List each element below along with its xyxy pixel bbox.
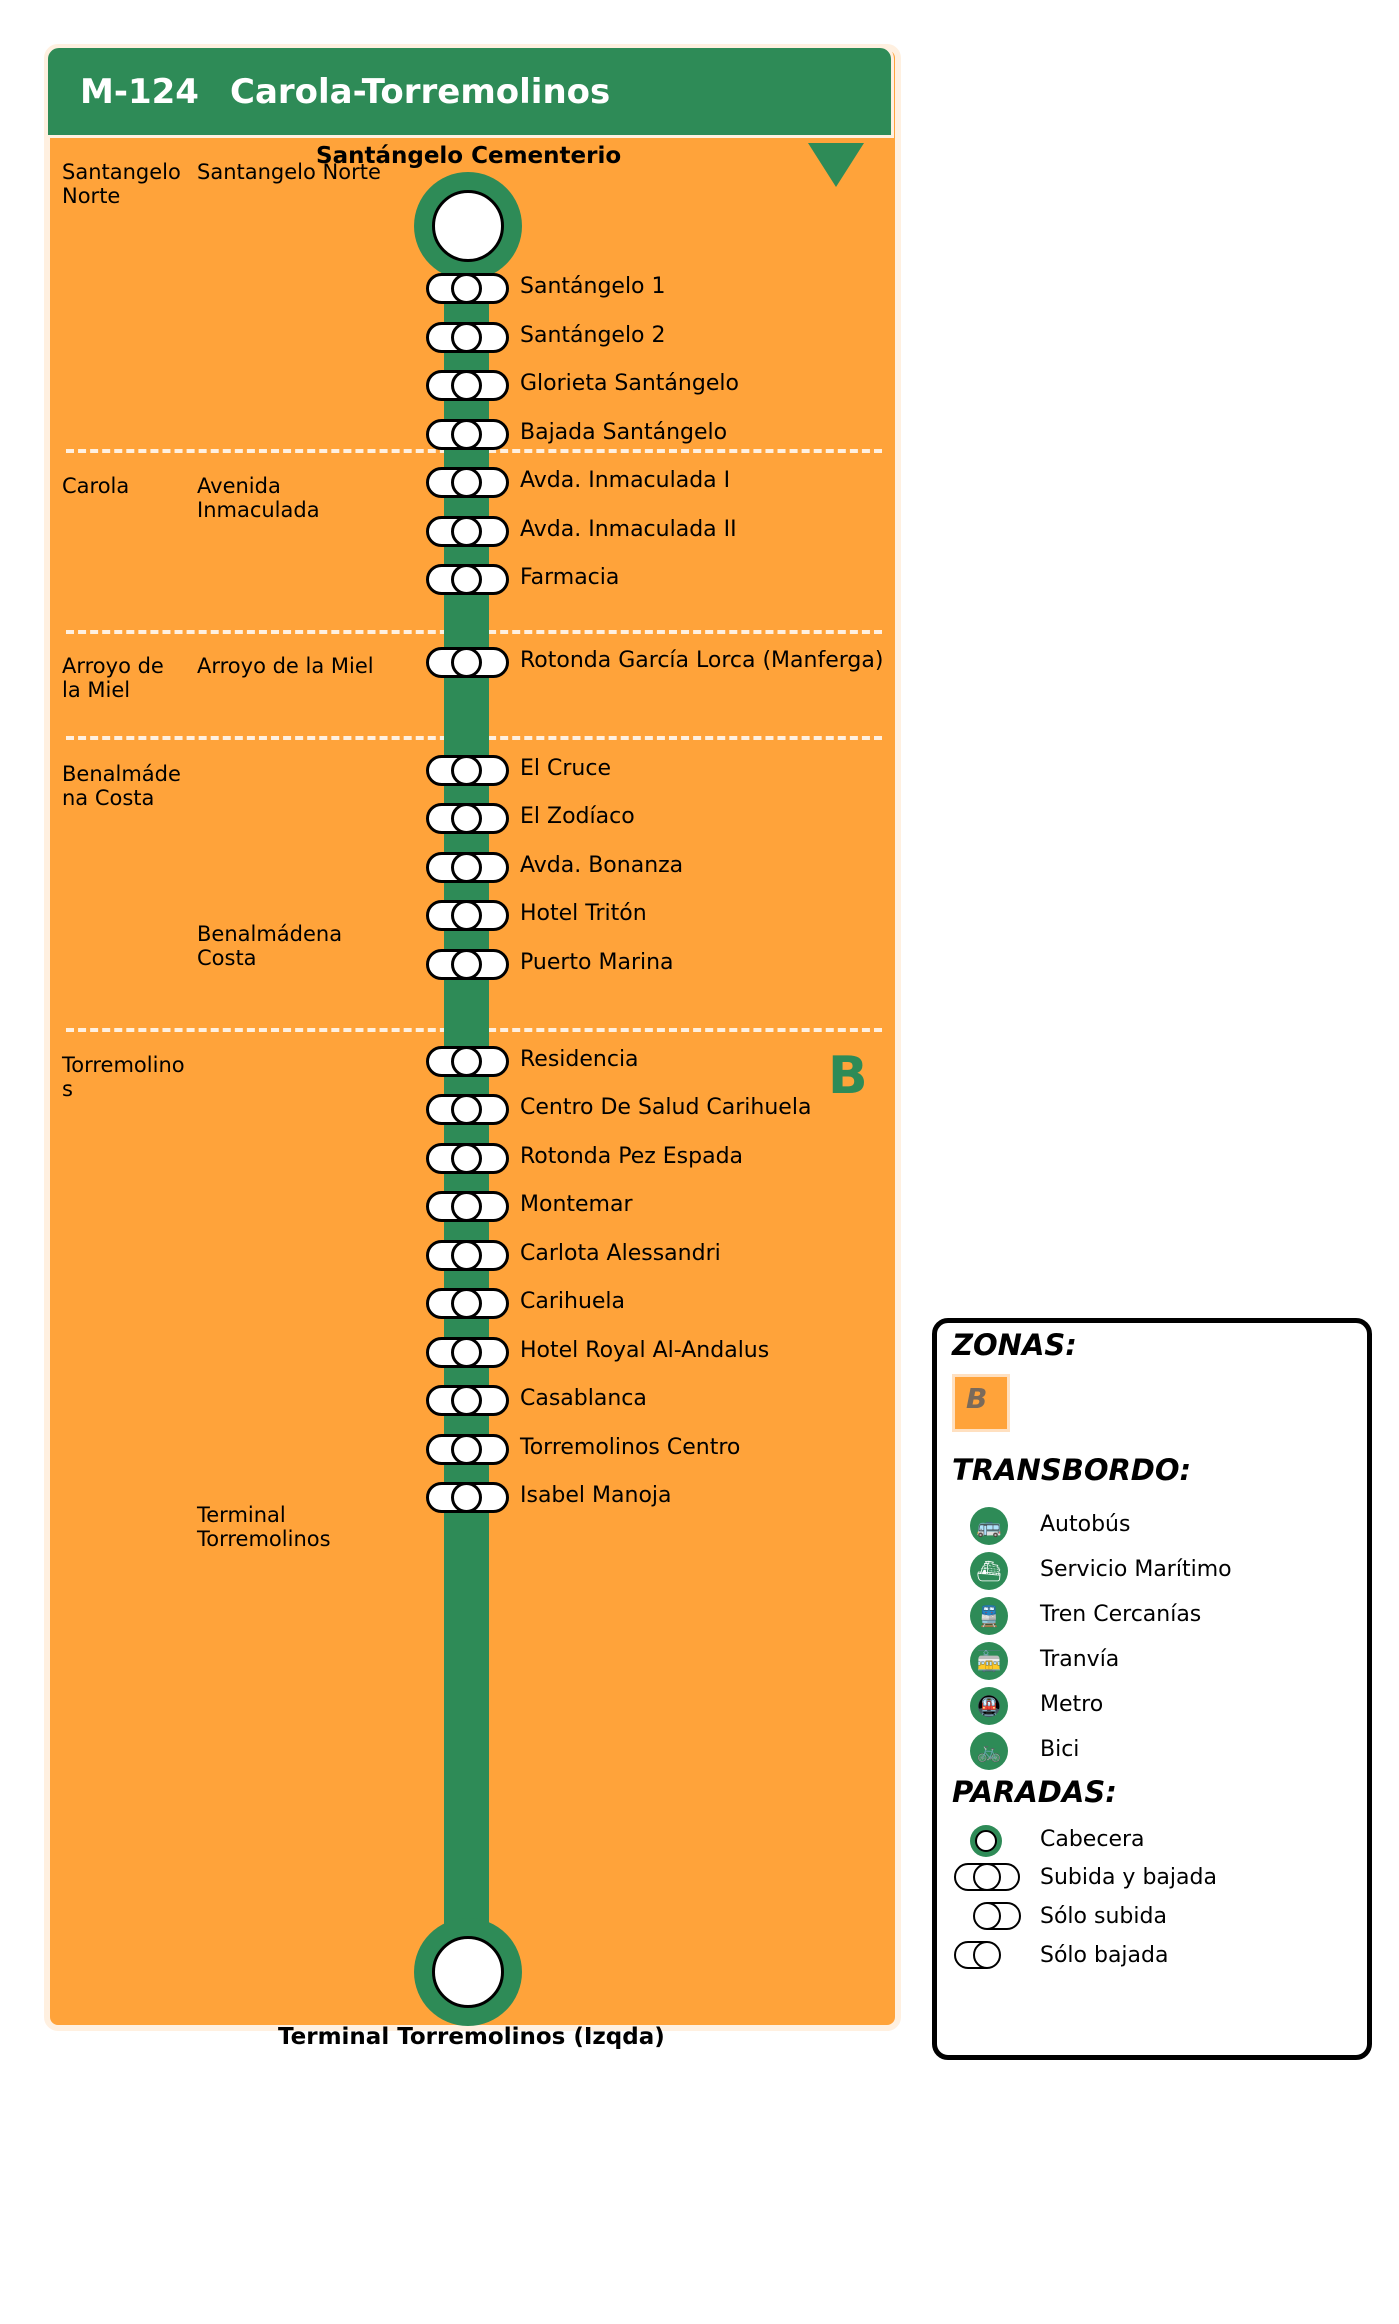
tram-icon: 🚋 <box>970 1642 1008 1680</box>
legend-both-stop-icon <box>953 1862 1025 1894</box>
legend-alighting-stop-icon <box>953 1940 1013 1972</box>
stop-label[interactable]: Avda. Bonanza <box>520 853 684 878</box>
stop-symbol[interactable] <box>426 900 508 930</box>
ferry-icon: ⛴ <box>970 1552 1008 1590</box>
municipality-name: Carola <box>62 474 130 498</box>
stop-label[interactable]: El Cruce <box>520 756 611 781</box>
stop-label[interactable]: Residencia <box>520 1047 639 1072</box>
legend-transfer-label: Tranvía <box>1040 1647 1120 1672</box>
stop-label[interactable]: Montemar <box>520 1192 633 1217</box>
stop-symbol[interactable] <box>426 1385 508 1415</box>
stop-symbol[interactable] <box>426 1482 508 1512</box>
bike-icon: 🚲 <box>970 1732 1008 1770</box>
neighborhood-name: Arroyo de la Miel <box>197 654 374 678</box>
legend-stops-heading: PARADAS: <box>952 1775 1117 1809</box>
stop-symbol[interactable] <box>426 273 508 303</box>
stop-label[interactable]: Santángelo 2 <box>520 323 666 348</box>
metro-icon: 🚇 <box>970 1687 1008 1725</box>
legend-transfer-label: Bici <box>1040 1737 1080 1762</box>
direction-arrow-icon <box>808 143 864 187</box>
municipality-name: Torremolinos <box>62 1053 185 1101</box>
stop-symbol[interactable] <box>426 1288 508 1318</box>
stop-symbol[interactable] <box>426 516 508 546</box>
route-code: M-124 <box>80 72 199 112</box>
stop-symbol[interactable] <box>426 1046 508 1076</box>
legend-boarding-stop-icon <box>970 1901 1030 1933</box>
neighborhood-name: Avenida Inmaculada <box>197 474 320 522</box>
stop-symbol[interactable] <box>426 949 508 979</box>
stop-symbol[interactable] <box>426 647 508 677</box>
stop-symbol[interactable] <box>426 467 508 497</box>
stop-label[interactable]: Santángelo 1 <box>520 274 666 299</box>
stop-label[interactable]: Casablanca <box>520 1386 647 1411</box>
stop-symbol[interactable] <box>426 1143 508 1173</box>
legend-stop-label: Sólo bajada <box>1040 1943 1169 1968</box>
stop-symbol[interactable] <box>426 322 508 352</box>
stop-symbol[interactable] <box>426 1337 508 1367</box>
train-icon: 🚆 <box>970 1597 1008 1635</box>
stop-label[interactable]: Puerto Marina <box>520 950 674 975</box>
legend-terminal-stop-icon <box>955 1823 1025 1859</box>
stop-symbol[interactable] <box>426 419 508 449</box>
neighborhood-name: Santangelo Norte <box>197 160 381 184</box>
stop-symbol[interactable] <box>426 852 508 882</box>
stop-symbol[interactable] <box>426 1434 508 1464</box>
stop-symbol[interactable] <box>426 803 508 833</box>
legend-stop-label: Cabecera <box>1040 1827 1145 1852</box>
neighborhood-name: Benalmádena Costa <box>197 922 343 970</box>
zone-letter: B <box>828 1046 868 1106</box>
stop-label[interactable]: Carlota Alessandri <box>520 1241 721 1266</box>
legend-zones-heading: ZONAS: <box>952 1328 1077 1362</box>
stop-symbol[interactable] <box>426 564 508 594</box>
legend-transfer-label: Tren Cercanías <box>1040 1602 1202 1627</box>
neighborhood-name: Terminal Torremolinos <box>197 1503 331 1551</box>
stop-label[interactable]: Rotonda García Lorca (Manferga) <box>520 648 884 673</box>
terminal-end-title: Terminal Torremolinos (Izqda) <box>278 2024 665 2050</box>
stop-label[interactable]: Rotonda Pez Espada <box>520 1144 744 1169</box>
stop-label[interactable]: Farmacia <box>520 565 620 590</box>
route-name: Carola-Torremolinos <box>230 72 611 112</box>
stop-symbol[interactable] <box>426 1240 508 1270</box>
legend-transfer-heading: TRANSBORDO: <box>952 1453 1192 1487</box>
legend-stop-label: Sólo subida <box>1040 1904 1167 1929</box>
legend-stop-label: Subida y bajada <box>1040 1865 1217 1890</box>
legend-transfer-label: Autobús <box>1040 1512 1131 1537</box>
stop-symbol[interactable] <box>426 370 508 400</box>
stop-symbol[interactable] <box>426 1191 508 1221</box>
stop-label[interactable]: Hotel Royal Al-Andalus <box>520 1338 770 1363</box>
stop-label[interactable]: Carihuela <box>520 1289 626 1314</box>
municipality-name: Santangelo Norte <box>62 160 181 208</box>
terminal-start-inner <box>432 190 504 262</box>
stop-label[interactable]: Isabel Manoja <box>520 1483 672 1508</box>
stop-label[interactable]: Glorieta Santángelo <box>520 371 739 396</box>
legend-transfer-label: Servicio Marítimo <box>1040 1557 1232 1582</box>
stop-label[interactable]: Bajada Santángelo <box>520 420 728 445</box>
stop-symbol[interactable] <box>426 1094 508 1124</box>
terminal-start-title: Santángelo Cementerio <box>316 143 622 169</box>
legend-transfer-label: Metro <box>1040 1692 1104 1717</box>
municipality-name: Arroyo de la Miel <box>62 654 164 702</box>
terminal-end-inner <box>432 1936 504 2008</box>
bus-icon: 🚌 <box>970 1507 1008 1545</box>
stop-label[interactable]: Torremolinos Centro <box>520 1435 741 1460</box>
stop-label[interactable]: Hotel Tritón <box>520 901 647 926</box>
terminal-end-stop[interactable] <box>414 1918 522 2026</box>
stop-label[interactable]: Avda. Inmaculada II <box>520 517 737 542</box>
stop-label[interactable]: El Zodíaco <box>520 804 635 829</box>
municipality-name: Benalmádena Costa <box>62 762 181 810</box>
legend-zone-letter: B <box>966 1382 988 1415</box>
stop-symbol[interactable] <box>426 755 508 785</box>
terminal-start-stop[interactable] <box>414 172 522 280</box>
stop-label[interactable]: Centro De Salud Carihuela <box>520 1095 812 1120</box>
stop-label[interactable]: Avda. Inmaculada I <box>520 468 731 493</box>
